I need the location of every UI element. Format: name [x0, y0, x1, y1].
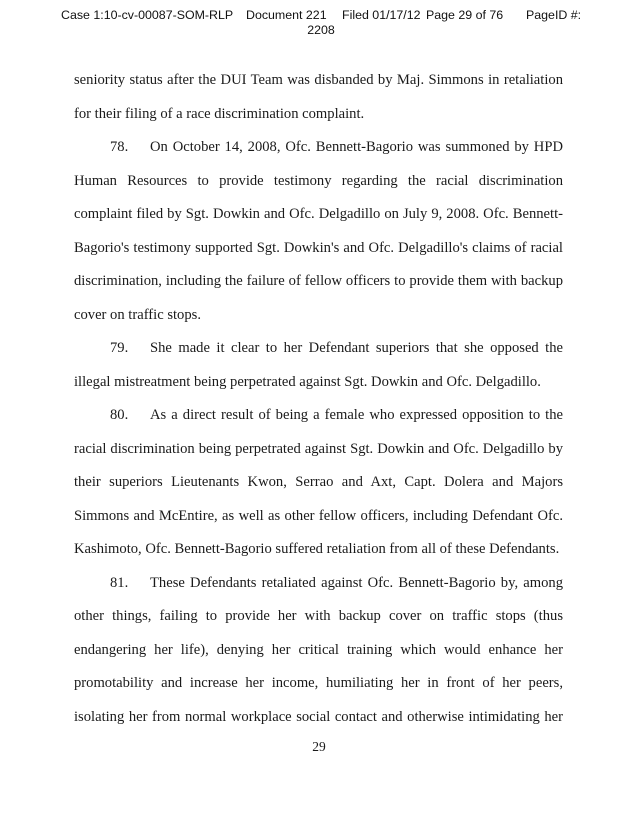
text-line: racial discrimination being perpetrated against Sgt. Dowkin and Ofc. Delgadillo by [74, 440, 563, 457]
paragraph-start [74, 131, 563, 165]
text-line: On October 14, 2008, Ofc. Bennett-Bagorio was summoned by HPD [150, 139, 563, 155]
paragraph-start [74, 567, 563, 601]
document-number: Document 221 [246, 8, 327, 22]
page-of-total: Page 29 of 76 [426, 8, 504, 22]
case-number: Case 1:10-cv-00087-SOM-RLP [61, 8, 234, 22]
text-line: discrimination, including the failure of fellow officers to provide them with backup [74, 273, 563, 289]
page-id-value: 2208 [307, 23, 335, 37]
text-line: Simmons and McEntire, as well as other fellow officers, including Defendant Ofc. [74, 507, 563, 524]
paragraph-number: 79. [110, 340, 129, 356]
page-id-label: PageID #: [526, 8, 582, 22]
text-line: endangering her life), denying her critical training which would enhance her [74, 641, 563, 658]
text-line: As a direct result of being a female who expressed opposition to the [150, 407, 563, 423]
text-line: complaint filed by Sgt. Dowkin and Ofc. Delgadillo on July 9, 2008. Ofc. Bennett- [74, 206, 563, 222]
text-line: illegal mistreatment being perpetrated against Sgt. Dowkin and Ofc. Delgadillo. [74, 373, 541, 390]
filed-date: Filed 01/17/12 [342, 8, 421, 22]
text-line: for their filing of a race discrimination complaint. [74, 105, 365, 122]
page-number: 29 [312, 739, 326, 754]
text-line: Bagorio's testimony supported Sgt. Dowkin's and Ofc. Delgadillo's claims of racial [74, 239, 563, 256]
text-line: She made it clear to her Defendant superiors that she opposed the [150, 340, 563, 356]
paragraph-number: 78. [110, 139, 129, 155]
paragraph-start [74, 399, 563, 433]
ecf-header-line [0, 8, 638, 23]
text-line: cover on traffic stops. [74, 306, 201, 323]
text-line: Human Resources to provide testimony regarding the racial discrimination [74, 172, 563, 189]
document-body [74, 64, 563, 734]
ecf-header [0, 8, 638, 38]
text-line: their superiors Lieutenants Kwon, Serrao and Axt, Capt. Dolera and Majors [74, 474, 563, 490]
text-line: isolating her from normal workplace social contact and otherwise intimidating her [74, 708, 563, 725]
paragraph-number: 80. [110, 407, 129, 423]
paragraph-start [74, 332, 563, 366]
text-line: Kashimoto, Ofc. Bennett-Bagorio suffered retaliation from all of these Defendants. [74, 541, 560, 557]
text-line: seniority status after the DUI Team was disbanded by Maj. Simmons in retaliation [74, 72, 563, 88]
text-line: These Defendants retaliated against Ofc. Bennett-Bagorio by, among [150, 574, 563, 591]
text-line: promotability and increase her income, humiliating her in front of her peers, [74, 675, 563, 691]
paragraph-number: 81. [110, 574, 129, 591]
text-line: other things, failing to provide her with backup cover on traffic stops (thus [74, 608, 563, 624]
